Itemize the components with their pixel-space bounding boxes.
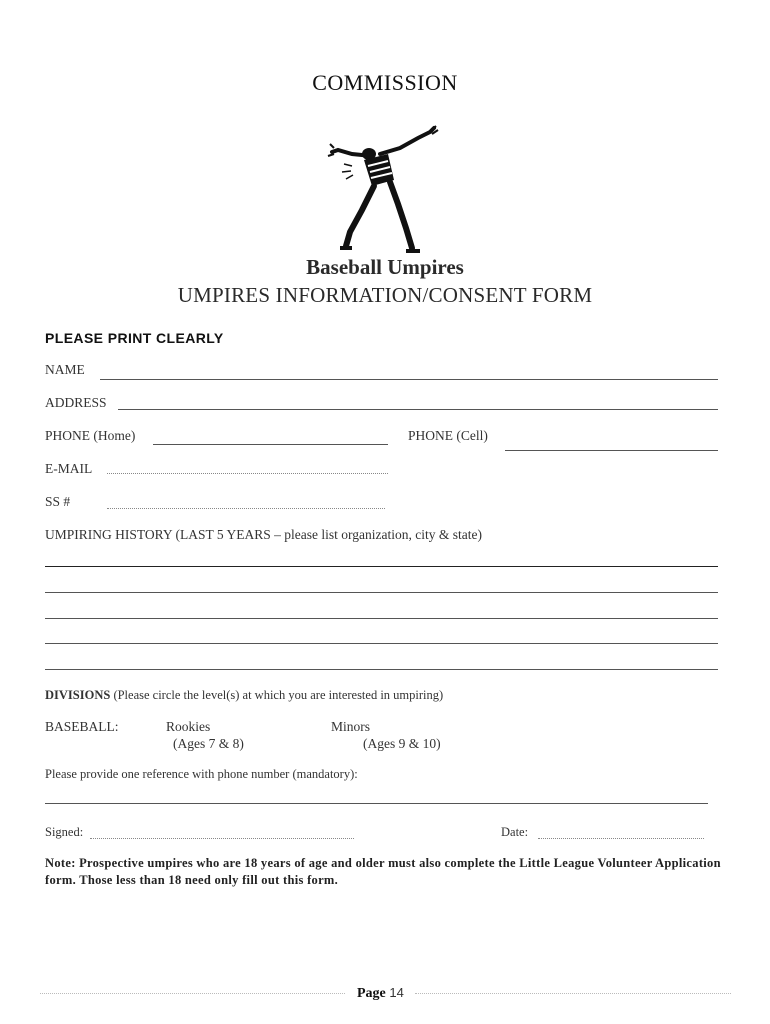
baseball-label: BASEBALL: xyxy=(45,719,119,734)
phone-cell-label: PHONE (Cell) xyxy=(408,428,488,443)
signed-label: Signed: xyxy=(45,825,84,839)
date-label: Date: xyxy=(501,825,529,839)
signature-field[interactable] xyxy=(90,838,354,839)
history-line-3[interactable] xyxy=(45,618,718,619)
phone-home-label: PHONE (Home) xyxy=(45,428,136,443)
ss-field[interactable] xyxy=(107,508,385,509)
form-title: UMPIRES INFORMATION/CONSENT FORM xyxy=(177,283,593,307)
footer-rule-left xyxy=(40,993,345,994)
date-field[interactable] xyxy=(538,838,704,839)
volunteer-note: Note: Prospective umpires who are 18 years of age and older must also complete the Little League Volunteer Application form. Those less than 18 need only fill out this form. xyxy=(45,856,721,887)
division-option-minors[interactable]: Minors xyxy=(331,719,371,734)
page-number xyxy=(357,985,404,1002)
divisions-label: DIVISIONS xyxy=(45,688,111,702)
reference-label: Please provide one reference with phone number (mandatory): xyxy=(45,767,358,781)
phone-cell-field[interactable] xyxy=(505,450,718,451)
history-label: UMPIRING HISTORY (LAST 5 YEARS – please list organization, city & state) xyxy=(45,527,482,542)
division-ages-minors: (Ages 9 & 10) xyxy=(363,736,441,751)
page-number-value: 14 xyxy=(389,985,404,1000)
page-title: COMMISSION xyxy=(312,70,458,95)
history-line-5[interactable] xyxy=(45,669,718,670)
division-option-rookies[interactable]: Rookies xyxy=(166,719,211,734)
email-field[interactable] xyxy=(107,473,388,474)
phone-home-field[interactable] xyxy=(153,444,388,445)
print-instruction: PLEASE PRINT CLEARLY xyxy=(45,330,224,346)
page-label: Page xyxy=(357,986,386,1001)
history-line-2[interactable] xyxy=(45,592,718,593)
history-line-1[interactable] xyxy=(45,566,718,567)
divisions-heading xyxy=(45,688,443,703)
name-field[interactable] xyxy=(100,379,718,380)
ss-label: SS # xyxy=(45,494,71,509)
address-label: ADDRESS xyxy=(45,395,107,410)
reference-field[interactable] xyxy=(45,803,708,804)
email-label: E-MAIL xyxy=(45,461,93,476)
history-line-4[interactable] xyxy=(45,643,718,644)
division-ages-rookies: (Ages 7 & 8) xyxy=(173,736,244,751)
address-field[interactable] xyxy=(118,409,718,410)
name-label: NAME xyxy=(45,362,85,377)
subtitle: Baseball Umpires xyxy=(306,255,464,279)
footer-rule-right xyxy=(415,993,731,994)
umpire-figure-icon xyxy=(322,124,442,254)
divisions-instruction: (Please circle the level(s) at which you are interested in umpiring) xyxy=(110,688,444,702)
